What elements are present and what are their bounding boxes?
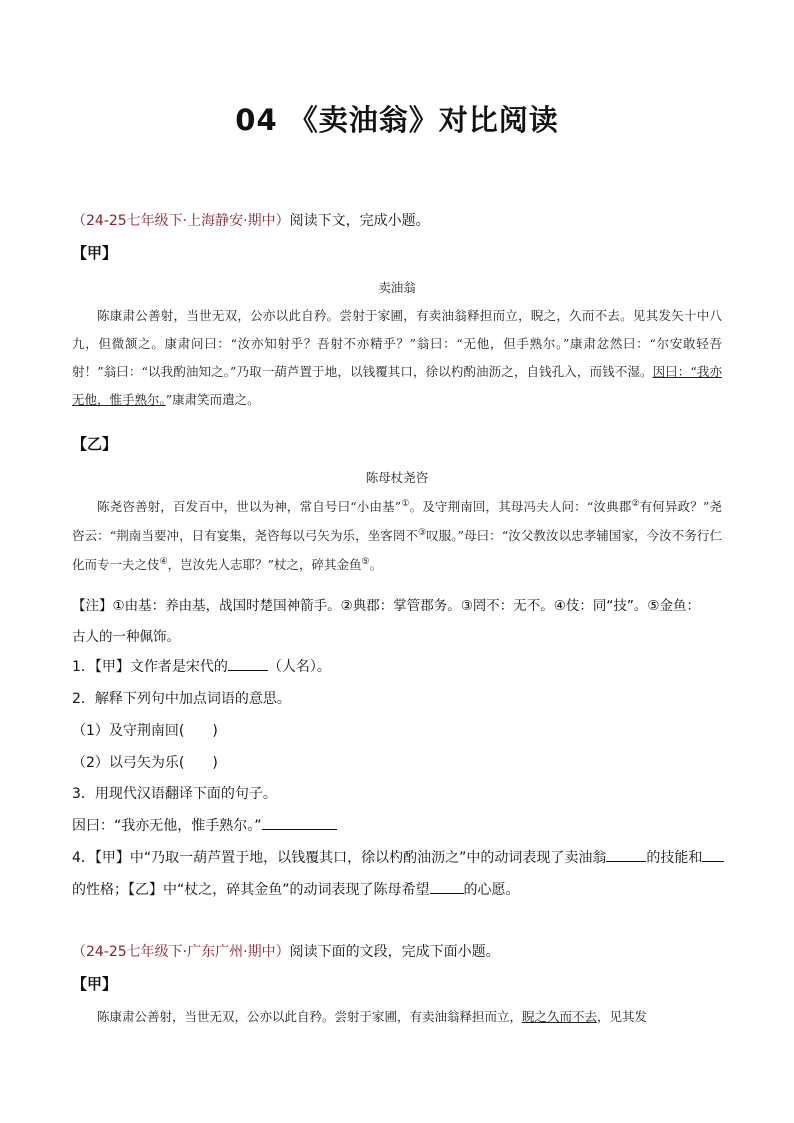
- passage-jia-text: [72, 302, 722, 414]
- question-1-suffix: （人名）。: [267, 659, 331, 675]
- passage-section2: [72, 1003, 722, 1031]
- question-4-line-1: [72, 847, 724, 867]
- passage-jia-body: 陈康肃公善射，当世无双，公亦以此自矜。尝射于家圃，有卖油翁释担而立，睨之，久而不去。见其发矢十中八九，但微颔之。康肃问曰：“汝亦知射乎？吾射不亦精乎？”翁曰：“无他，但手熟尔。”康肃忿然曰：“尔安敢轻吾射！”翁曰：“以我酌油知之。”乃取一葫芦置于地，以钱覆其口，徐以杓酌油沥之，自钱孔入，而钱不湿。: [72, 308, 722, 379]
- passage-jia-end: ”康肃笑而遣之。: [165, 392, 260, 407]
- answer-blank[interactable]: [430, 880, 464, 894]
- passage-section2-part1: 陈康肃公善射，当世无双，公亦以此自矜。尝射于家圃，有卖油翁释担而立，: [97, 1009, 523, 1024]
- passage-section2-part2: ，见其发: [597, 1009, 648, 1024]
- passage-yi-title: 陈母杖尧咨: [365, 470, 429, 485]
- question-4-text-2: 的技能和: [646, 850, 703, 866]
- note-mark-4: ④: [159, 557, 168, 568]
- answer-blank[interactable]: [606, 848, 646, 862]
- passage-yi-part3: 有何异政？”尧咨云：“荆南当要冲，日有宴集，尧咨每以弓矢为乐，坐客罔不: [72, 499, 722, 544]
- question-2: 2．解释下列句中加点词语的意思。: [72, 691, 291, 707]
- passage-yi-text: [72, 491, 722, 578]
- section1-source[interactable]: （24-25七年级下·上海静安·期中）: [72, 213, 290, 229]
- passage-section2-text: [72, 1003, 722, 1031]
- passage-yi-part2: 。及守荆南回，其母冯夫人问：“汝典郡: [409, 499, 632, 515]
- answer-blank[interactable]: [228, 657, 268, 671]
- question-3-text: 因曰：“我亦无他，惟手熟尔。”: [72, 818, 262, 834]
- passage-jia: [72, 274, 722, 414]
- question-4-text-3: 的性格；【乙】中“杖之，碎其金鱼”的动词表现了陈母希望: [72, 882, 430, 898]
- section2-header: [72, 941, 500, 961]
- question-4-line-2: [72, 879, 520, 899]
- passage-yi: [72, 464, 722, 578]
- section1-header: [72, 210, 430, 230]
- underlined-sentence: 因曰：“我亦无他，惟手熟尔。: [72, 364, 722, 407]
- question-4-text: 4．【甲】中“乃取一葫芦置于地，以钱覆其口，徐以杓酌油沥之”中的动词表现了卖油翁: [72, 850, 607, 866]
- section1-intro: 阅读下文，完成小题。: [289, 213, 430, 229]
- notes-line-1: 【注】①由基：养由基，战国时楚国神箭手。②典郡：掌管郡务。③罔不：无不。④伎：同“技”。⑤金鱼：: [72, 598, 700, 614]
- section1-jia-label: 【甲】: [72, 244, 118, 262]
- underlined-phrase: 睨之久而不去: [522, 1009, 598, 1024]
- question-2-1: （1）及守荆南回( ): [72, 723, 218, 739]
- question-3: 3．用现代汉语翻译下面的句子。: [72, 786, 277, 802]
- question-1-text: 1．【甲】文作者是宋代的: [72, 659, 228, 675]
- passage-yi-part6: 。: [369, 557, 383, 573]
- passage-jia-title: 卖油翁: [378, 280, 416, 295]
- note-mark-2: ②: [631, 499, 640, 509]
- section2-intro: 阅读下面的文段，完成下面小题。: [289, 944, 500, 960]
- passage-yi-part1: 陈尧咨善射，百发百中，世以为神，常自号曰“小由基”: [97, 499, 402, 515]
- note-mark-5: ⑤: [361, 557, 370, 568]
- page-title: 04 《卖油翁》对比阅读: [235, 103, 559, 137]
- question-4-text-4: 的心愿。: [463, 882, 520, 898]
- passage-yi-part5: ，岂汝先人志耶？”杖之，碎其金鱼: [167, 557, 362, 573]
- question-3-sentence: [72, 815, 337, 835]
- section2-source[interactable]: （24-25七年级下·广东广州·期中）: [72, 944, 290, 960]
- question-1: [72, 656, 331, 676]
- section1-yi-label: 【乙】: [72, 435, 118, 453]
- section2-jia-label: 【甲】: [72, 975, 118, 993]
- passage-yi-part4: 叹服。”母曰：“汝父教汝以忠孝辅国家，今汝不务行仁化而专一夫之伎: [72, 528, 722, 573]
- note-mark-3: ③: [418, 528, 427, 539]
- answer-blank[interactable]: [262, 816, 337, 830]
- note-mark-1: ①: [401, 499, 410, 509]
- answer-blank[interactable]: [702, 848, 724, 862]
- question-2-2: （2）以弓矢为乐( ): [72, 755, 218, 771]
- notes-line-2: 古人的一种佩饰。: [72, 629, 180, 645]
